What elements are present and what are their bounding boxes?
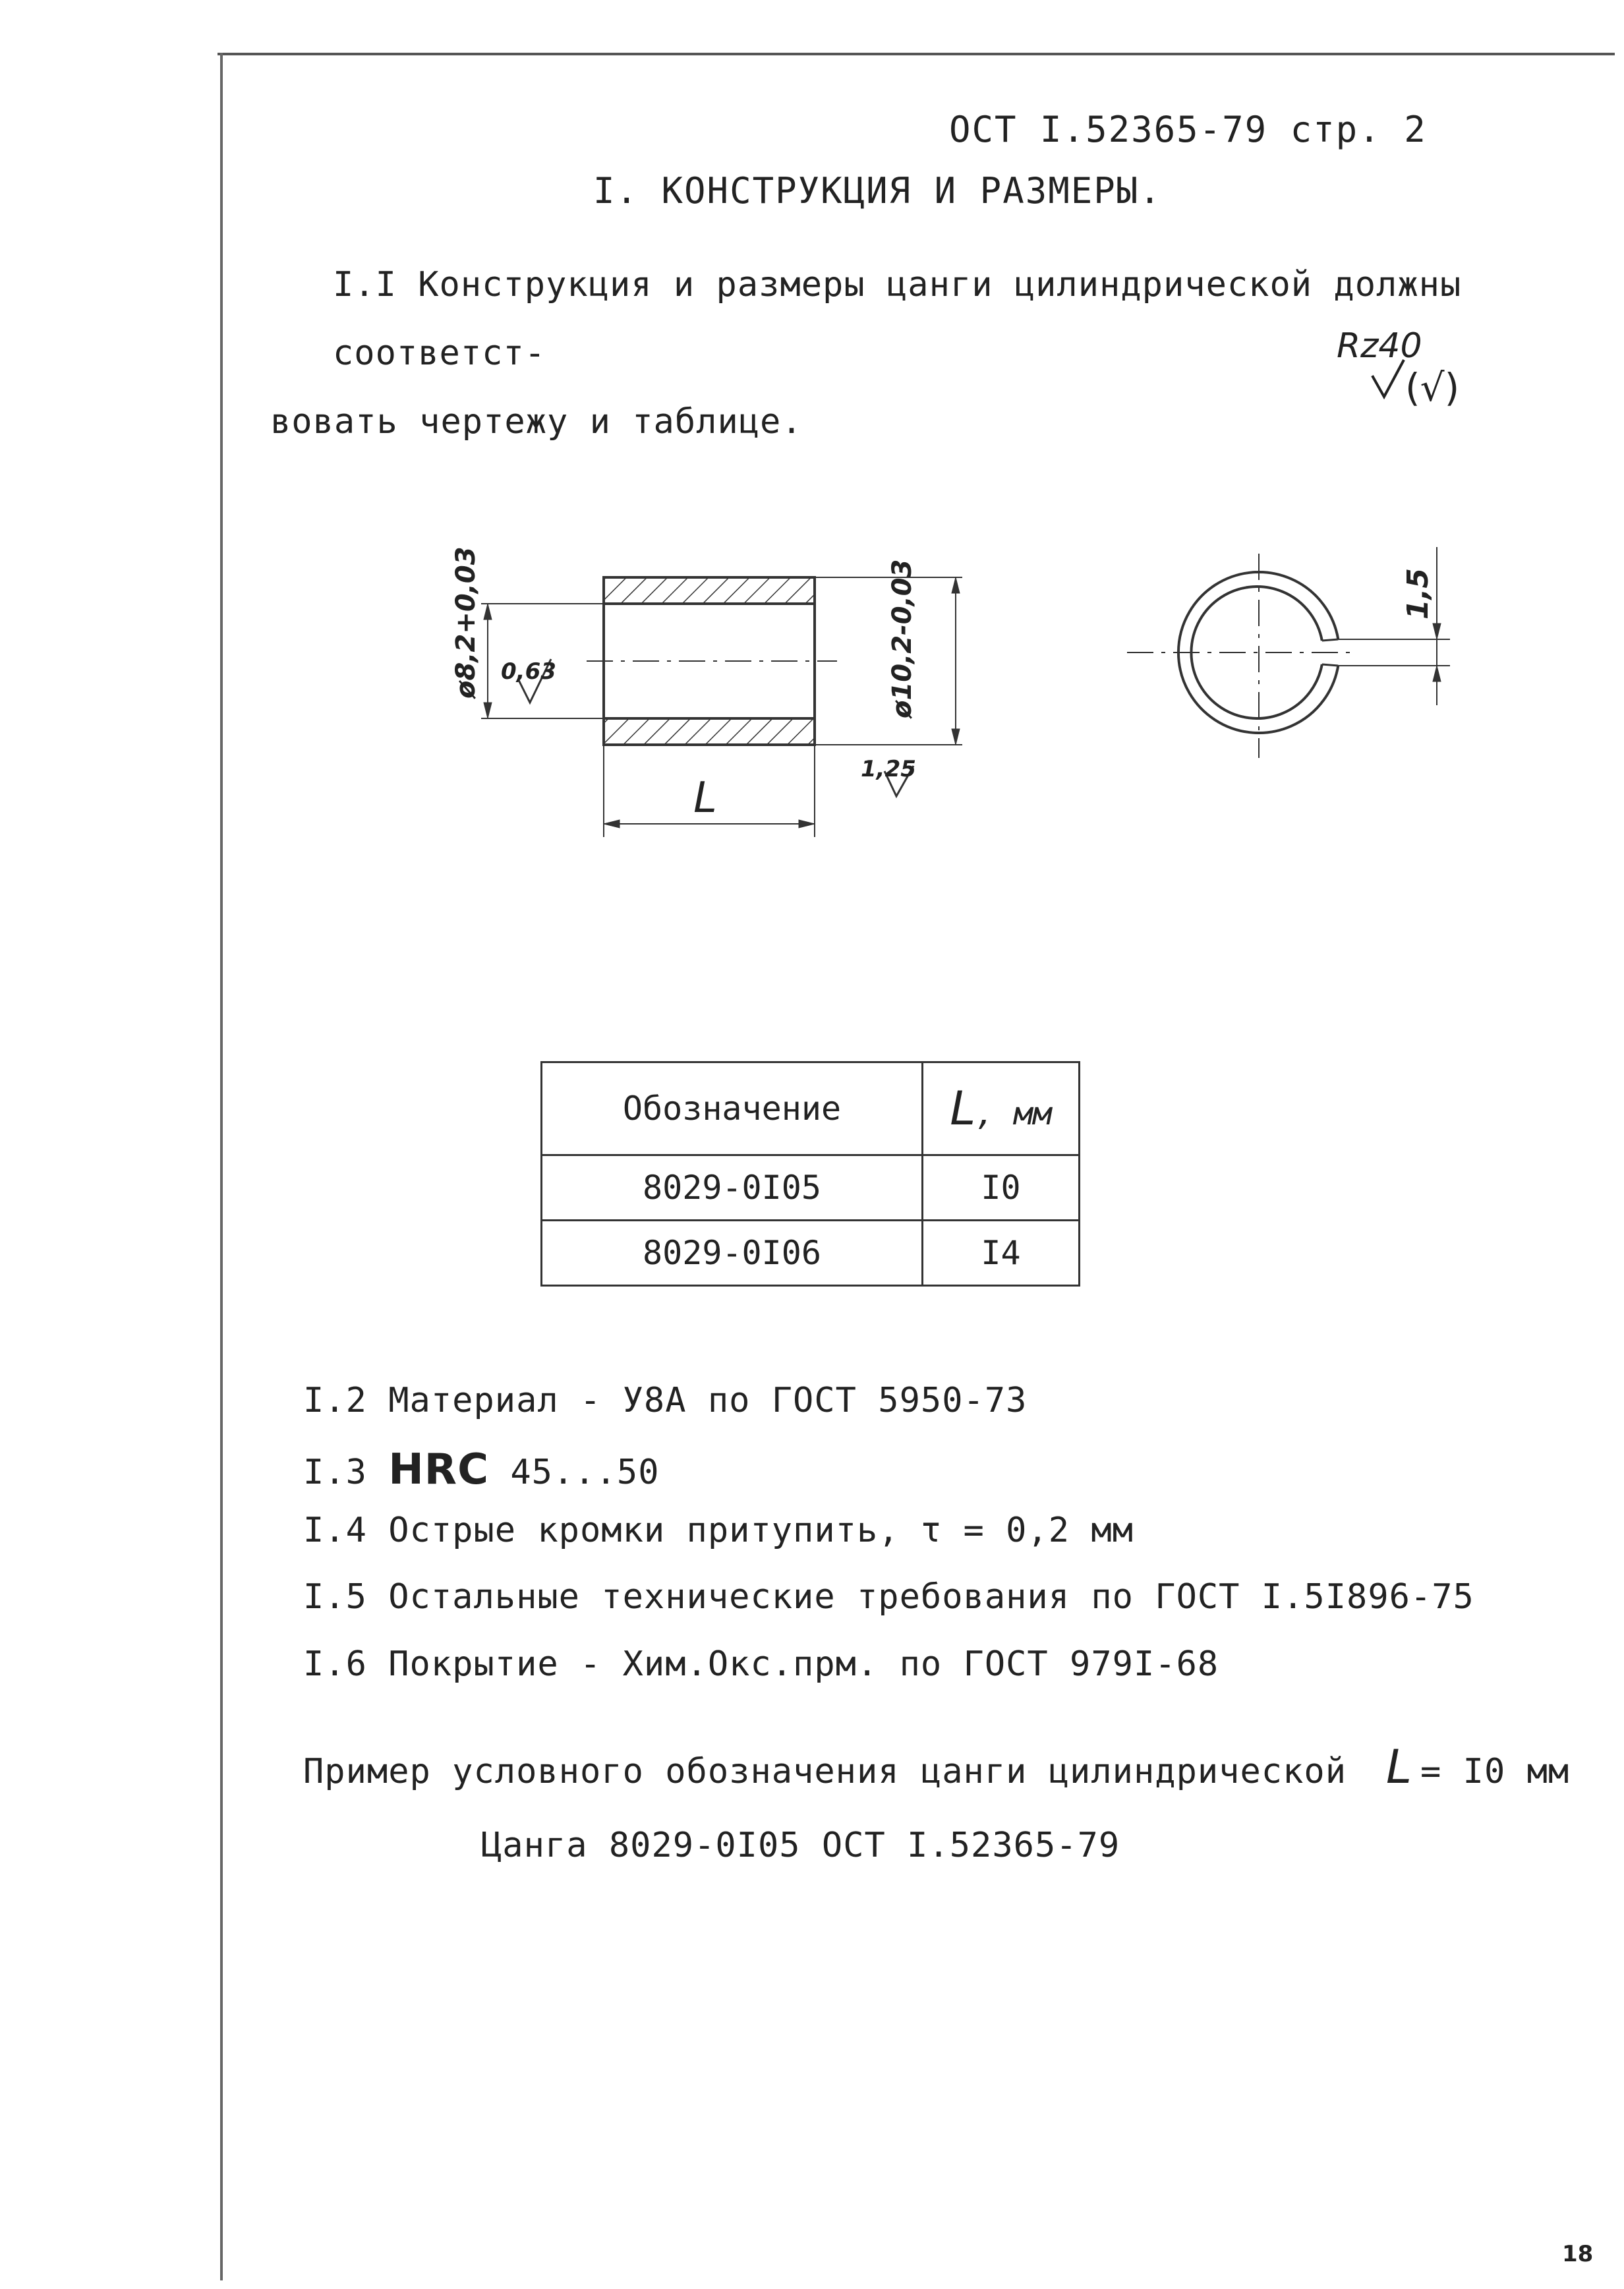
hrc-value: 45...50 <box>510 1453 660 1492</box>
outer-dia-arrow-top <box>952 577 960 593</box>
inner-dia-arrow-top <box>484 604 492 620</box>
header-length <box>923 1062 1080 1155</box>
hrc-label: HRC <box>388 1445 490 1494</box>
slot-edge-top <box>1322 639 1339 641</box>
header-length-unit: , мм <box>975 1095 1052 1132</box>
inner-dia-arrow-bottom <box>484 703 492 718</box>
page-number: 18 <box>1562 2241 1594 2267</box>
item-1-3 <box>303 1445 660 1494</box>
inner-roughness-label: 0,63 <box>501 658 556 685</box>
table-row <box>542 1155 1080 1221</box>
table-header-row <box>542 1062 1080 1155</box>
example-designation: Цанга 8029-0I05 ОСТ I.52365-79 <box>481 1826 1120 1865</box>
wall-top <box>604 577 815 604</box>
table-cell-designation: 8029-0I06 <box>542 1221 923 1286</box>
item-1-3-number: I.3 <box>303 1453 367 1492</box>
header-length-symbol: L <box>950 1082 976 1136</box>
item-1-2: I.2 Материал - У8А по ГОСТ 5950-73 <box>303 1381 1028 1420</box>
roughness-parenthetical-label: (√) <box>1405 365 1460 410</box>
page-border-left <box>220 53 223 2280</box>
wall-bottom <box>604 718 815 745</box>
example-L-symbol: L <box>1386 1740 1413 1794</box>
example-value: = I0 мм <box>1420 1752 1570 1791</box>
table-cell-designation: 8029-0I05 <box>542 1155 923 1221</box>
roughness-main-label: Rz40 <box>1337 326 1422 366</box>
length-dim-label: L <box>693 774 717 823</box>
example-text: Пример условного обозначения цанги цилиндрической <box>303 1752 1347 1791</box>
outer-dia-arrow-bottom <box>952 729 960 745</box>
collet-drawing <box>395 521 1516 890</box>
slot-arrow-bottom <box>1433 666 1441 681</box>
inner-dia-label: ø8,2+0,03 <box>451 546 481 699</box>
slot-width-label: 1,5 <box>1401 568 1435 620</box>
general-roughness-symbol <box>1325 316 1496 415</box>
length-arrow-left <box>604 820 620 828</box>
outer-roughness-label: 1,25 <box>861 756 916 782</box>
table-cell-length: I0 <box>923 1155 1080 1221</box>
slot-arrow-top <box>1433 623 1441 639</box>
item-1-5: I.5 Остальные технические требования по ГОСТ I.5I896-75 <box>303 1577 1474 1617</box>
item-1-4: I.4 Острые кромки притупить, τ = 0,2 мм <box>303 1511 1134 1550</box>
slot-edge-bottom <box>1322 664 1339 666</box>
document-header: ОСТ I.52365-79 стр. 2 <box>949 109 1427 150</box>
page-border-top <box>218 53 1615 55</box>
table-row <box>542 1221 1080 1286</box>
paragraph-line-2: вовать чертежу и таблице. <box>270 402 803 442</box>
paragraph-line-1: I.I Конструкция и размеры цанги цилиндрической должны соответст- <box>333 265 1462 373</box>
item-1-6: I.6 Покрытие - Хим.Окс.прм. по ГОСТ 979I-68 <box>303 1644 1219 1684</box>
outer-dia-label: ø10,2-0,03 <box>887 559 917 718</box>
table-cell-length: I4 <box>923 1221 1080 1286</box>
length-arrow-right <box>799 820 815 828</box>
sizes-table <box>540 1061 1080 1287</box>
example-line <box>303 1740 1569 1794</box>
header-designation: Обозначение <box>542 1062 923 1155</box>
section-title: I. КОНСТРУКЦИЯ И РАЗМЕРЫ. <box>593 170 1162 212</box>
